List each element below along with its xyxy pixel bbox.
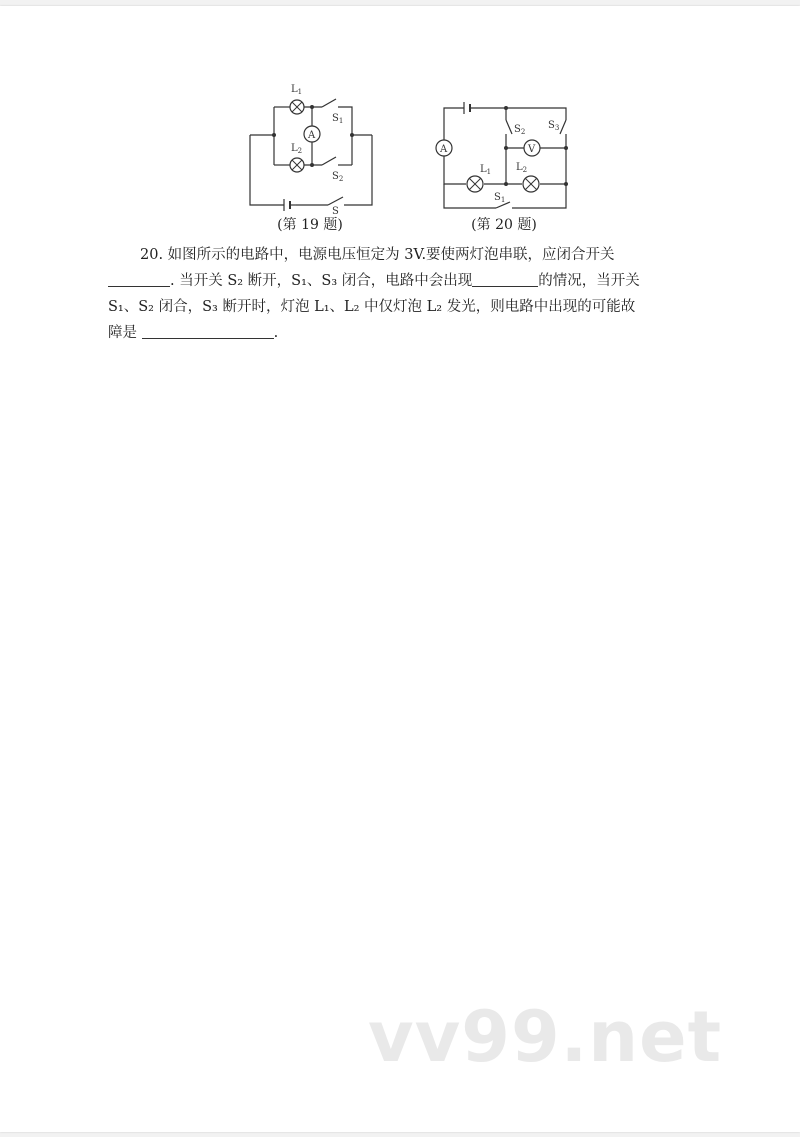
fig19-s-label: S <box>332 206 339 215</box>
svg-text:L2: $L_2$ <box>291 143 303 155</box>
question-text-2b: 的情况，当开关 <box>538 273 640 289</box>
question-text-4b: . <box>273 325 279 341</box>
answer-blank-2[interactable] <box>472 270 538 287</box>
question-line-1 <box>108 242 692 268</box>
fig19-l1-label: L <box>291 84 298 95</box>
svg-text:L1: $L_1$ <box>480 164 492 176</box>
fig19-ammeter-label: A <box>308 130 316 141</box>
svg-text:L2: $L_2$ <box>516 162 528 174</box>
figure-19-circuit <box>240 80 380 215</box>
question-line-3 <box>108 294 692 320</box>
question-line-2 <box>108 268 692 294</box>
fig20-s2-label: S <box>514 124 521 135</box>
figure-20-caption: (第 20 题) <box>471 217 537 233</box>
question-number: 20. <box>140 247 164 263</box>
fig19-s1-label: S <box>332 113 339 124</box>
svg-text:S2: $S_2$ <box>332 171 344 183</box>
svg-text:S3: $S_3$ <box>548 120 560 132</box>
fig20-ammeter-label: A <box>440 144 448 155</box>
answer-blank-1[interactable] <box>108 270 170 287</box>
fig20-s3-label: S <box>548 120 555 131</box>
fig20-s1-label: S <box>494 192 501 203</box>
fig20-voltmeter-label: V <box>528 144 536 155</box>
svg-text:S1: $S_1$ <box>332 113 344 125</box>
document-page <box>0 6 800 1132</box>
fig20-l2-label: L <box>516 162 523 173</box>
answer-blank-3[interactable] <box>142 322 274 339</box>
figure-19-caption: (第 19 题) <box>277 217 343 233</box>
fig19-s2-label: S <box>332 171 339 182</box>
question-line-4 <box>108 320 692 346</box>
question-20 <box>108 242 692 346</box>
svg-text:L1: $L_1$ <box>291 84 303 96</box>
fig19-l2-label: L <box>291 143 298 154</box>
figure-20-circuit <box>434 98 574 213</box>
question-text-3: S₁、S₂ 闭合，S₃ 断开时，灯泡 L₁、L₂ 中仅灯泡 L₂ 发光，则电路中出现的可能故 <box>108 299 636 315</box>
question-text-4a: 障是 <box>108 325 137 341</box>
svg-text:S2: $S_2$ <box>514 124 526 136</box>
svg-text:S1: $S_1$ <box>494 192 506 204</box>
fig20-l1-label: L <box>480 164 487 175</box>
question-text-2a: . 当开关 S₂ 断开，S₁、S₃ 闭合，电路中会出现 <box>170 273 473 289</box>
question-text-1: 如图所示的电路中，电源电压恒定为 3V.要使两灯泡串联，应闭合开关 <box>167 247 615 263</box>
watermark: vv99.net <box>368 996 723 1078</box>
